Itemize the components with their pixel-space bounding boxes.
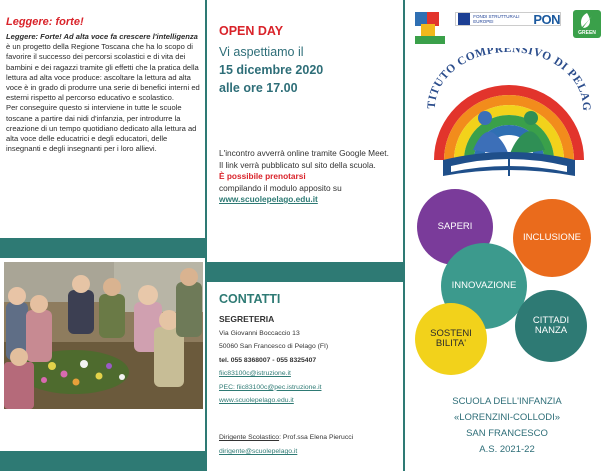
contacts-heading: CONTATTI: [219, 292, 281, 306]
phone-numbers: tel. 055 8368007 - 055 8325407: [219, 356, 317, 364]
circle-inclusione: [513, 199, 591, 277]
left-bottom-band: [0, 451, 205, 471]
address-line-2: 50060 San Francesco di Pelago (FI): [219, 343, 329, 350]
invite-line-1: Vi aspettiamo il: [219, 45, 304, 59]
circle-sostenibilita: [415, 303, 487, 375]
circle-cittadinanza: [515, 290, 587, 362]
circle-innovazione-label: INNOVAZIONE: [451, 279, 517, 291]
booking-text: compilando il modulo apposito su: [219, 182, 342, 193]
pec-link[interactable]: PEC: fiic83100c@pec.istruzione.it: [219, 383, 322, 391]
online-meeting-text: L'incontro avverrà online tramite Google Meet.: [219, 148, 389, 158]
values-circles: [405, 185, 609, 385]
middle-divider-band: [207, 262, 403, 282]
logo-strip: [413, 8, 603, 46]
invite-date: 15 dicembre 2020: [219, 63, 324, 77]
school-year: A.S. 2021-22: [479, 444, 535, 455]
online-info: [219, 148, 404, 206]
principal-email-link[interactable]: dirigente@scuolepelago.it: [219, 448, 298, 455]
invite-time: alle ore 17.00: [219, 81, 298, 95]
left-divider-band: [0, 238, 205, 258]
project-lead: Leggere: Forte! Ad alta voce fa crescere l'intelligenza: [6, 32, 198, 41]
booking-heading: È possibile prenotarsi: [219, 171, 306, 181]
office-heading: SEGRETERIA: [219, 314, 275, 324]
address-line-1: Via Giovanni Boccaccio 13: [219, 329, 300, 337]
principal-line: [219, 431, 353, 445]
school-name: «LORENZINI-COLLODI»: [453, 412, 561, 423]
link-published-text: Il link verrà pubblicato sul sito della scuola.: [219, 159, 376, 170]
eu-funds-text: FONDI STRUTTURALI EUROPEI: [473, 14, 520, 24]
principal-label: Dirigente Scolastico: [219, 434, 280, 441]
contacts-block: [219, 313, 404, 408]
school-type: SCUOLA DELL'INFANZIA: [452, 396, 562, 407]
principal-name: : Prof.ssa Elena Pierucci: [279, 434, 354, 441]
circle-saperi-label: SAPERI: [437, 220, 473, 232]
website-link[interactable]: www.scuolepelago.edu.it: [219, 397, 294, 404]
left-panel: [0, 0, 205, 471]
principal-block: [219, 431, 353, 459]
eu-funds-banner: [455, 12, 561, 26]
right-panel: [405, 0, 609, 471]
school-logo-text: TITUTO COMPRENSIVO DI PELAG: [425, 48, 593, 112]
email-link[interactable]: fiic83100c@istruzione.it: [219, 370, 291, 377]
circle-sostenibilita-label: SOSTENI BILITA': [430, 327, 472, 349]
school-logo: [415, 48, 603, 190]
project-description: [6, 16, 202, 154]
institute-mini-logo: [413, 8, 447, 46]
rainbow-icon: [439, 90, 579, 160]
green-school-badge: [573, 10, 601, 38]
project-paragraph-1-text: è un progetto della Regione Toscana che ha lo scopo di favorire il successo dei percorsi scolastici e di vita dei bambini e dei ragazzi tramite gli effetti che la pratica della lettura ad alta voce produce: ascoltare la lettura ad alta voce è in grado di produrre una serie di benefici interni ed esterni rispetto al percorso educativo e scolastico.: [6, 42, 200, 103]
project-paragraph-2: Per conseguire questo si interviene in tutte le scuole toscane a partire dai nidi d'infanzia, per introdurre la creazione di un tempo quotidiano dedicato alla lettura ad alta voce delle educatrici e degli educatori, delle insegnanti e degli insegnanti per i loro allievi.: [6, 103, 197, 154]
project-title: Leggere: forte!: [6, 16, 84, 28]
middle-panel: [205, 0, 405, 471]
circle-inclusione-label: INCLUSIONE: [522, 231, 582, 243]
open-day-invite: [219, 43, 404, 97]
booking-site-link[interactable]: www.scuolepelago.edu.it: [219, 194, 318, 204]
pon-logo: PON: [533, 11, 560, 27]
circle-cittadinanza-label: CITTADI NANZA: [532, 314, 570, 336]
open-day-heading: OPEN DAY: [219, 24, 284, 38]
school-location: SAN FRANCESCO: [466, 428, 548, 439]
school-name-block: [405, 394, 609, 458]
eu-flag-icon: [458, 13, 470, 25]
green-badge-label: GREEN: [578, 30, 596, 36]
project-paragraph-1: [6, 32, 202, 103]
children-gardening-photo: [4, 262, 203, 409]
